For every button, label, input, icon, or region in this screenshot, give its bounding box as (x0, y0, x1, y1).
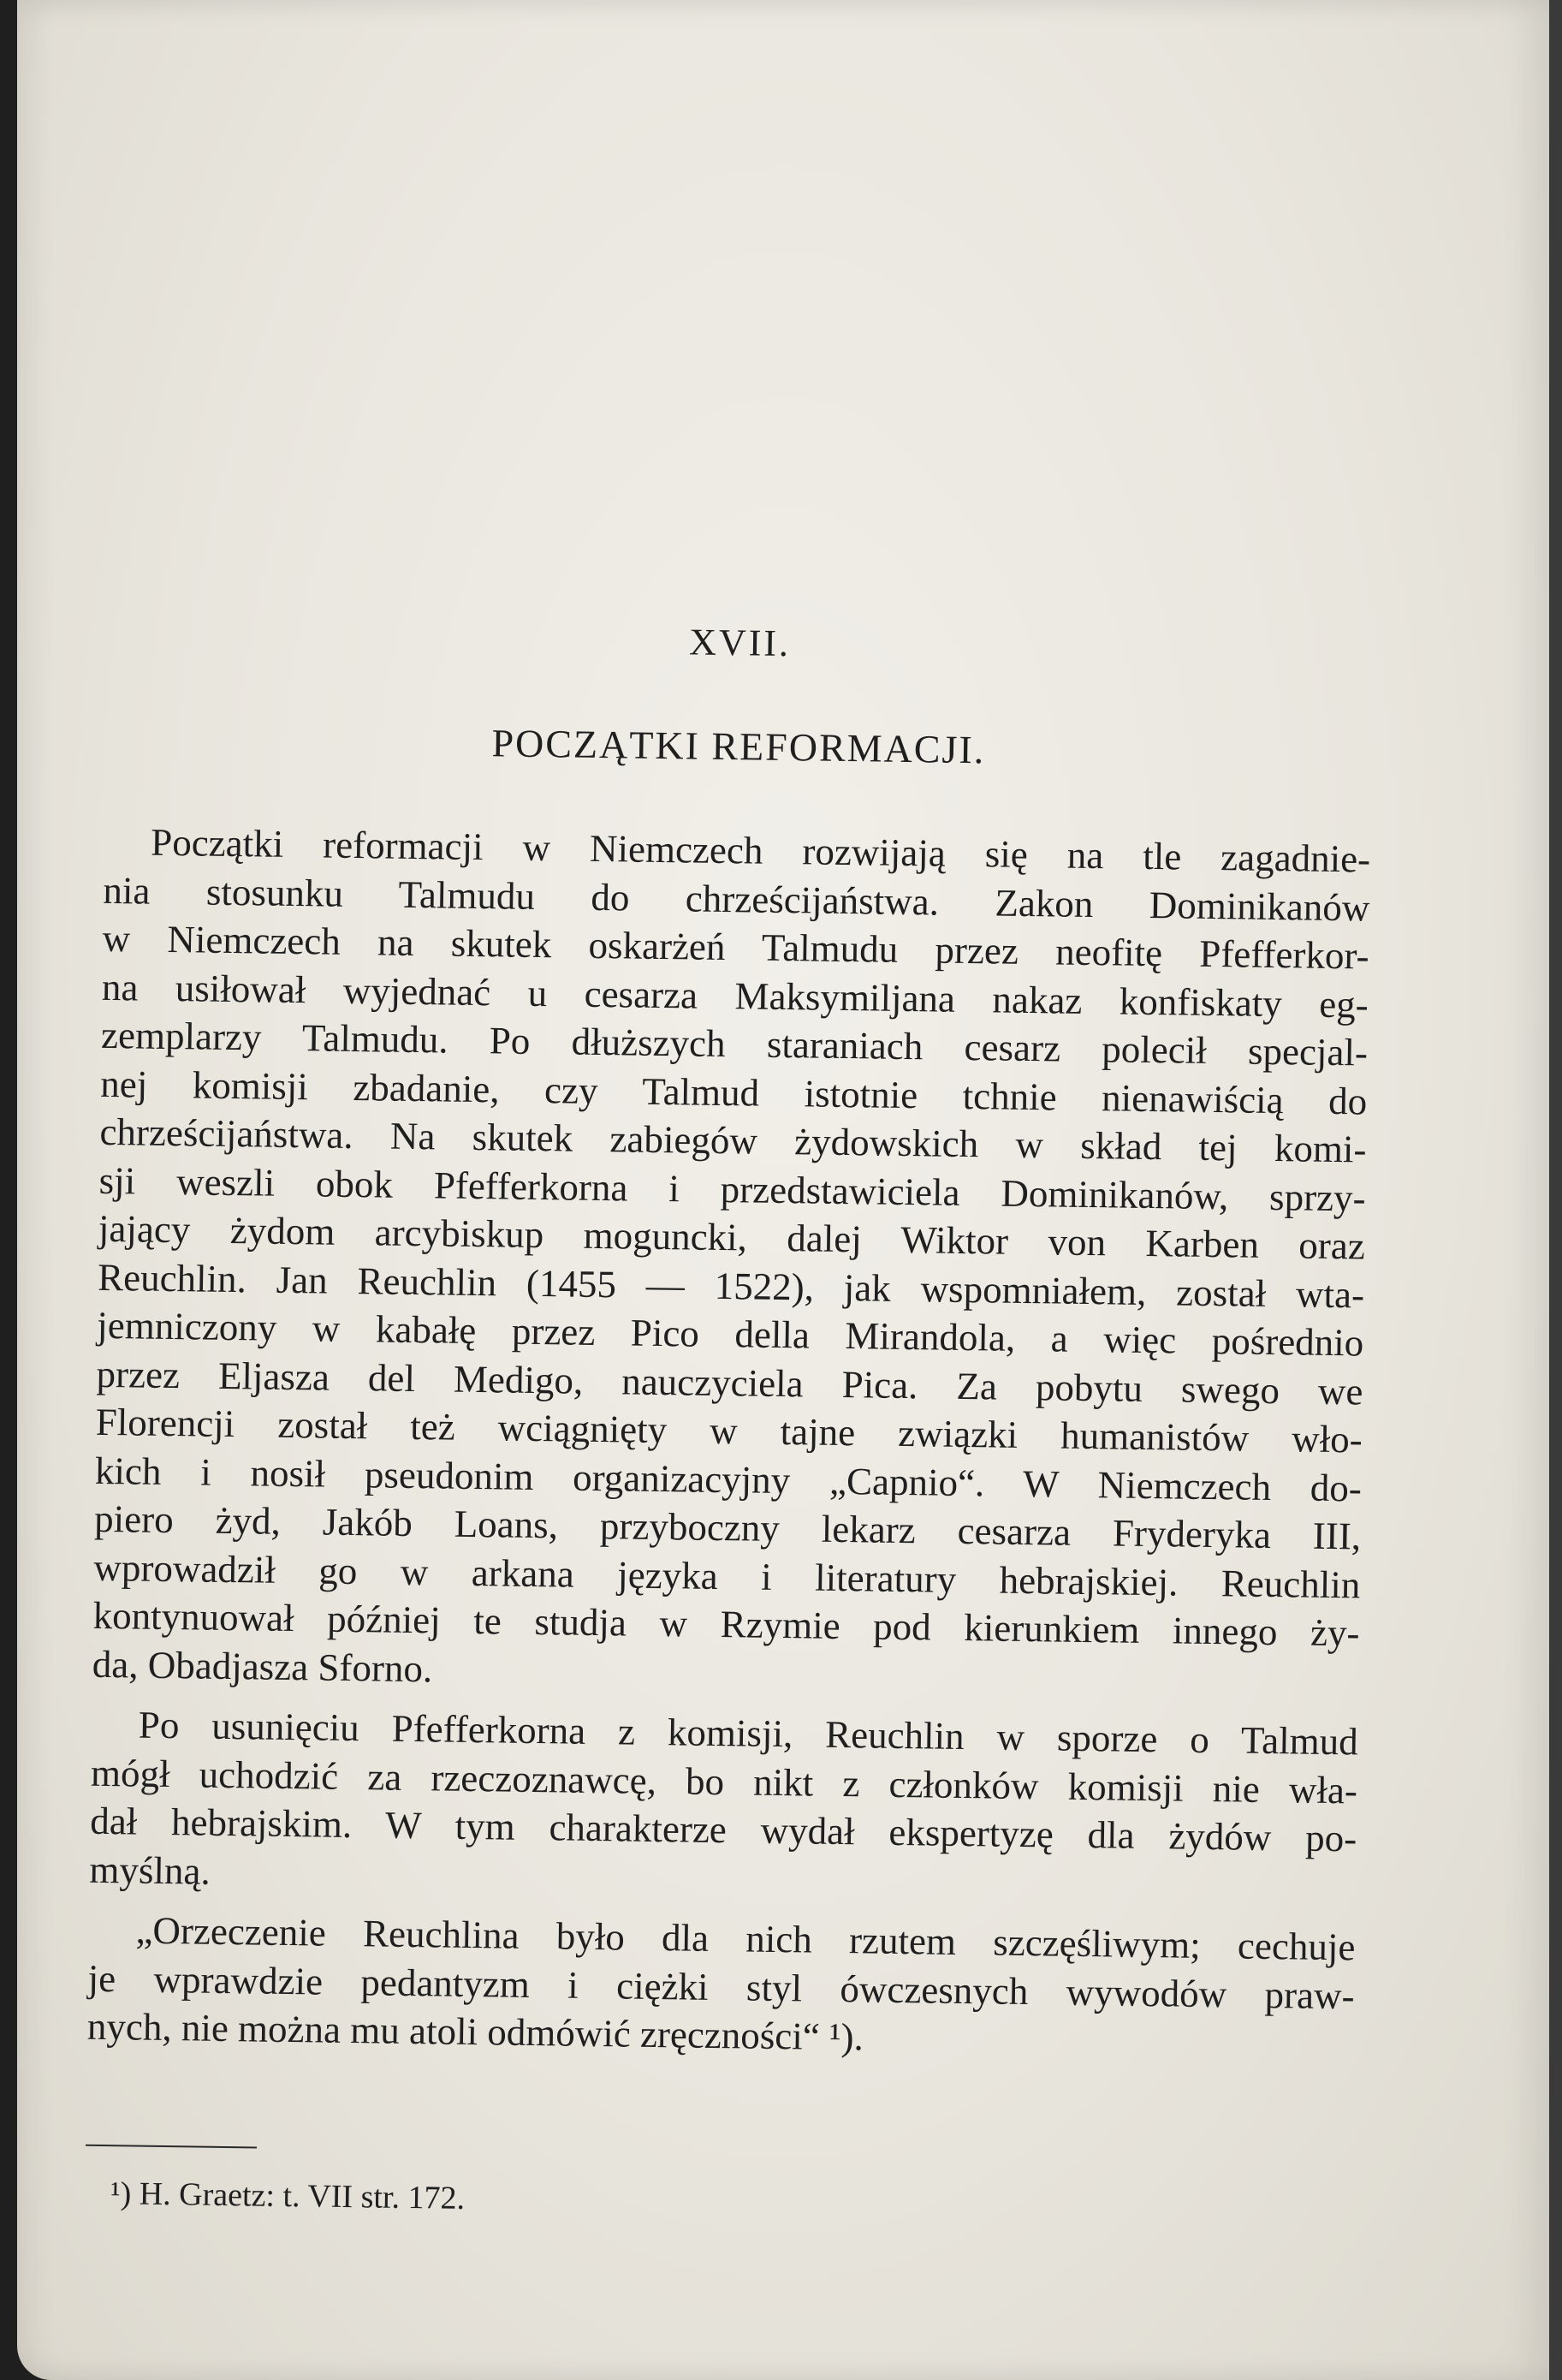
footnote (110, 2175, 465, 2217)
text-line: myślną. (89, 1847, 211, 1893)
text-line: zemplarzy Talmudu. Po dłuższych staraniach cesarz polecił specjal- (100, 1013, 1369, 1074)
text-line: w Niemczech na skutek oskarżeń Talmudu przez neofitę Pfefferkor- (102, 916, 1369, 978)
footnote-marker: ¹) (110, 2175, 132, 2212)
paragraph (92, 818, 1370, 1706)
text-line: kich i nosił pseudonim organizacyjny „Capnio“. W Niemczech do- (94, 1449, 1363, 1509)
paragraph (89, 1700, 1358, 1912)
text-line: kontynuował później te studja w Rzymie pod kierunkiem innego ży- (92, 1593, 1360, 1655)
text-line: dał hebrajskim. W tym charakterze wydał ekspertyzę dla żydów po- (89, 1799, 1357, 1860)
book-page (17, 0, 1549, 2380)
chapter-number: XVII. (688, 621, 792, 665)
chapter-title: POCZĄTKI REFORMACJI. (491, 721, 986, 772)
text-line: na usiłował wyjednać u cesarza Maksymiljana nakaz konfiskaty eg- (101, 965, 1369, 1026)
text-line: jający żydom arcybiskup moguncki, dalej Wiktor von Karben oraz (98, 1206, 1366, 1268)
text-line: Początki reformacji w Niemczech rozwijają się na tle zagadnie- (150, 820, 1371, 881)
footnote-rule (86, 2145, 257, 2149)
text-line: piero żyd, Jakób Loans, przyboczny lekarz cesarza Fryderyka III, (93, 1496, 1362, 1558)
text-line: przez Eljasza del Medigo, nauczyciela Pica. Za pobytu swego we (96, 1352, 1363, 1413)
text-line: mógł uchodzić za rzeczoznawcę, bo nikt z członków komisji nie wła- (90, 1751, 1358, 1812)
text-line: wprowadził go w arkana języka i literatury hebrajskiej. Reuchlin (93, 1545, 1361, 1606)
text-line: nia stosunku Talmudu do chrześcijaństwa. Zakon Dominikanów (103, 868, 1370, 930)
body-text (87, 818, 1371, 2068)
paragraph (87, 1906, 1356, 2068)
text-line: Florencji został też wciągnięty w tajne związki humanistów wło- (95, 1400, 1363, 1461)
text-line: nych, nie można mu atoli odmówić zręczności“ ¹). (86, 2004, 864, 2059)
text-line: sji weszli obok Pfefferkorna i przedstawiciela Dominikanów, sprzy- (98, 1158, 1366, 1220)
text-line: Po usunięciu Pfefferkorna z komisji, Reuchlin w sporze o Talmud (138, 1703, 1359, 1764)
footnote-text: H. Graetz: t. VII str. 172. (139, 2175, 466, 2216)
text-line: nej komisji zbadanie, czy Talmud istotnie tchnie nienawiścią do (99, 1062, 1368, 1123)
text-line: je wprawdzie pedantyzm i ciężki styl ówczesnych wywodów praw- (87, 1956, 1355, 2017)
text-line: chrześcijaństwa. Na skutek zabiegów żydowskich w skład tej komi- (99, 1110, 1367, 1171)
text-line: „Orzeczenie Reuchlina było dla nich rzutem szczęśliwym; cechuje (135, 1908, 1356, 1969)
page-content (86, 0, 1382, 2216)
text-line: jemniczony w kabałę przez Pico della Mirandola, a więc pośrednio (97, 1303, 1364, 1365)
text-line: da, Obadjasza Sforno. (92, 1642, 433, 1690)
text-line: Reuchlin. Jan Reuchlin (1455 — 1522), jak wspomniałem, został wta- (97, 1255, 1365, 1317)
